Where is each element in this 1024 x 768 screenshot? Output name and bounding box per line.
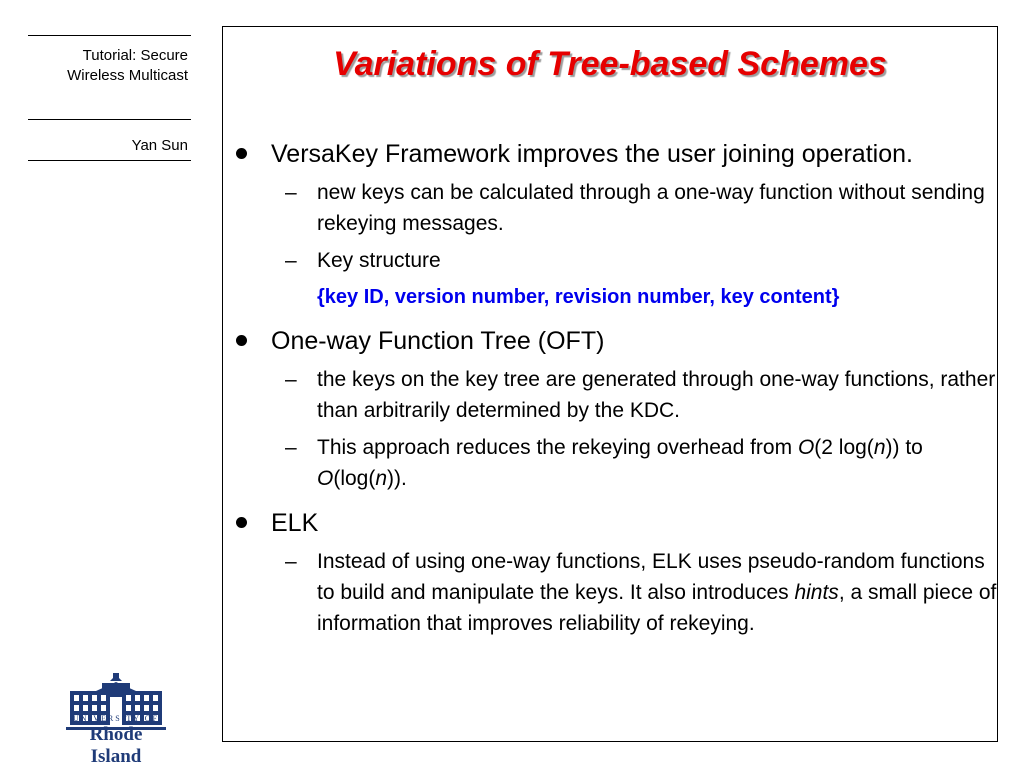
- slide-content: [223, 137, 997, 639]
- text-italic: n: [873, 436, 886, 459]
- dash-icon: –: [285, 368, 297, 391]
- sidebar-rule-middle: [28, 119, 191, 120]
- sub-bullet-oft-1: [223, 364, 997, 426]
- sub-bullet-text: the keys on the key tree are generated through one-way functions, rather than arbitrarily determined by the KDC.: [317, 368, 996, 422]
- sub-bullet-text: [317, 436, 923, 490]
- text-fragment: , a small piece of information that improves reliability of rekeying.: [317, 581, 997, 635]
- sub-bullet-oft-2: [223, 432, 997, 494]
- text-fragment: Instead of using one-way functions, ELK uses pseudo-random functions to build and manipulate the keys. It also introduces: [317, 550, 985, 604]
- sidebar-rule-bottom: [28, 160, 191, 161]
- sub-bullet-text: new keys can be calculated through a one-way function without sending rekeying messages.: [317, 181, 985, 235]
- text-fragment: (log(: [333, 467, 376, 490]
- sidebar: [0, 0, 210, 768]
- key-structure-text: {key ID, version number, revision number, key content}: [317, 286, 840, 308]
- bullet-oft-line: [271, 324, 997, 358]
- dash-icon: –: [285, 436, 297, 459]
- bullet-versakey-text: VersaKey Framework improves the user joining operation.: [271, 140, 913, 168]
- sub-bullet-text: Key structure: [317, 249, 441, 272]
- logo-rhode-island: Rhode Island: [89, 724, 143, 767]
- dash-icon: –: [285, 249, 297, 272]
- sub-bullet-elk-1: [223, 546, 997, 639]
- text-fragment: (2 log(: [814, 436, 874, 459]
- sub-bullet-versakey-2: [223, 245, 997, 276]
- dash-icon: –: [285, 181, 297, 204]
- sub-bullet-line: [285, 364, 997, 426]
- text-fragment: )).: [387, 467, 407, 490]
- author-name: Yan Sun: [131, 137, 188, 154]
- text-fragment: This approach reduces the rekeying overhead from: [317, 436, 798, 459]
- dash-icon: –: [285, 550, 297, 573]
- text-italic: hints: [794, 581, 839, 604]
- tutorial-title: [8, 46, 188, 86]
- tutorial-title-line2: Wireless Multicast: [67, 67, 188, 84]
- sub-bullet-line: [285, 432, 997, 494]
- tutorial-title-line1: Tutorial: Secure: [82, 47, 188, 64]
- slide-frame: [222, 26, 998, 742]
- sidebar-rule-top: [28, 35, 191, 36]
- sub-bullet-line: [285, 546, 997, 639]
- bullet-dot-icon: [236, 335, 247, 346]
- sub-bullet-text: [317, 550, 996, 635]
- text-italic: O: [797, 436, 815, 459]
- bullet-versakey-line: [271, 137, 997, 171]
- text-fragment: )) to: [885, 436, 923, 459]
- bullet-dot-icon: [236, 517, 247, 528]
- text-italic: n: [375, 467, 388, 490]
- bullet-elk: [223, 506, 997, 540]
- bullet-versakey: [223, 137, 997, 171]
- bullet-elk-text: ELK: [271, 509, 319, 537]
- bullet-oft-text: One-way Function Tree (OFT): [271, 327, 605, 355]
- bullet-elk-line: [271, 506, 997, 540]
- sub-bullet-versakey-1: [223, 177, 997, 239]
- sub-bullet-line: [285, 177, 997, 239]
- slide-title: Variations of Tree-based Schemes: [333, 45, 887, 83]
- text-italic: O: [317, 467, 334, 490]
- logo-university-of: UNIVERSITY OF: [73, 714, 159, 723]
- bullet-dot-icon: [236, 148, 247, 159]
- bullet-oft: [223, 324, 997, 358]
- sub-bullet-line: [285, 245, 997, 276]
